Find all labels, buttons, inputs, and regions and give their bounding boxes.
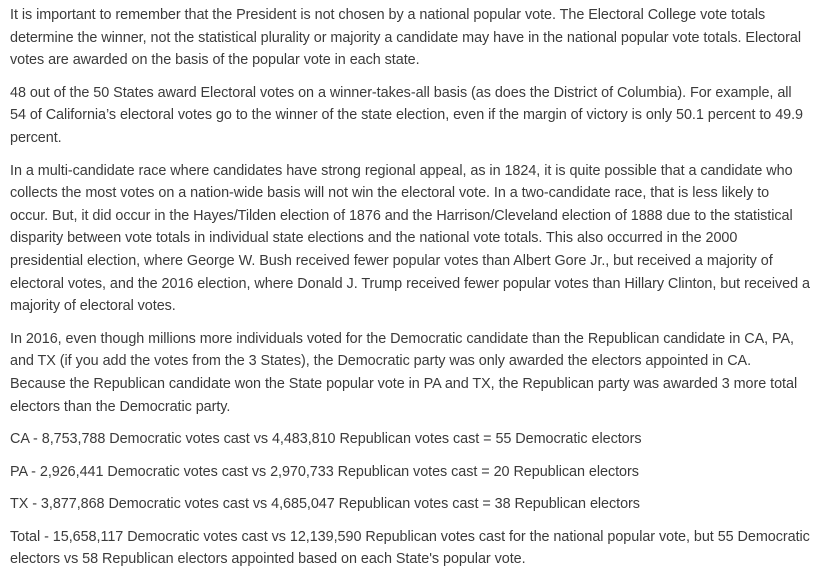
paragraph-popular-vote-intro: It is important to remember that the President is not chosen by a national popular vote. The Electoral College vote totals determine the winner, not the statistical plurality or majority a candidate may have in the national popular vote totals. Electoral votes are awarded on the basis of the popular vote in each state. — [10, 7, 801, 69]
paragraph-historical-elections: In a multi-candidate race where candidates have strong regional appeal, as in 1824, it is quite possible that a candidate who collects the most votes on a nation-wide basis will not win the electoral vote. In a two-candidate race, that is less likely to occur. But, it did occur in the Hayes/Tilden election of 1876 and the Harrison/Cleveland election of 1888 due to the statistical disparity between vote totals in individual state elections and the national vote totals. This also occurred in the 2000 presidential election, where George W. Bush received fewer popular votes than Albert Gore Jr., but received a majority of electoral votes, and the 2016 election, where Donald J. Trump received fewer popular votes than Hillary Clinton, but received a majority of electoral votes. — [10, 162, 810, 315]
paragraph-pa-results: PA - 2,926,441 Democratic votes cast vs 2,970,733 Republican votes cast = 20 Republican electors — [10, 463, 639, 480]
paragraph-winner-takes-all: 48 out of the 50 States award Electoral votes on a winner-takes-all basis (as does the District of Columbia). For example, all 54 of California’s electoral votes go to the winner of the state election, even if the margin of victory is only 50.1 percent to 49.9 percent. — [10, 84, 804, 146]
paragraph-2016-example: In 2016, even though millions more individuals voted for the Democratic candidate than the Republican candidate in CA, PA, and TX (if you add the votes from the 3 States), the Democratic party was only awarded the electors appointed in CA. Because the Republican candidate won the State popular vote in PA and TX, the Republican party was awarded 3 more total electors than the Democratic party. — [10, 330, 798, 415]
article-body — [10, 4, 810, 581]
paragraph-ca-results: CA - 8,753,788 Democratic votes cast vs 4,483,810 Republican votes cast = 55 Democratic electors — [10, 431, 642, 448]
paragraph-total-results: Total - 15,658,117 Democratic votes cast vs 12,139,590 Republican votes cast for the national popular vote, but 55 Democratic electors vs 58 Republican electors appointed based on each State's popular vote. — [10, 528, 810, 568]
paragraph-tx-results: TX - 3,877,868 Democratic votes cast vs 4,685,047 Republican votes cast = 38 Republican electors — [10, 496, 640, 513]
